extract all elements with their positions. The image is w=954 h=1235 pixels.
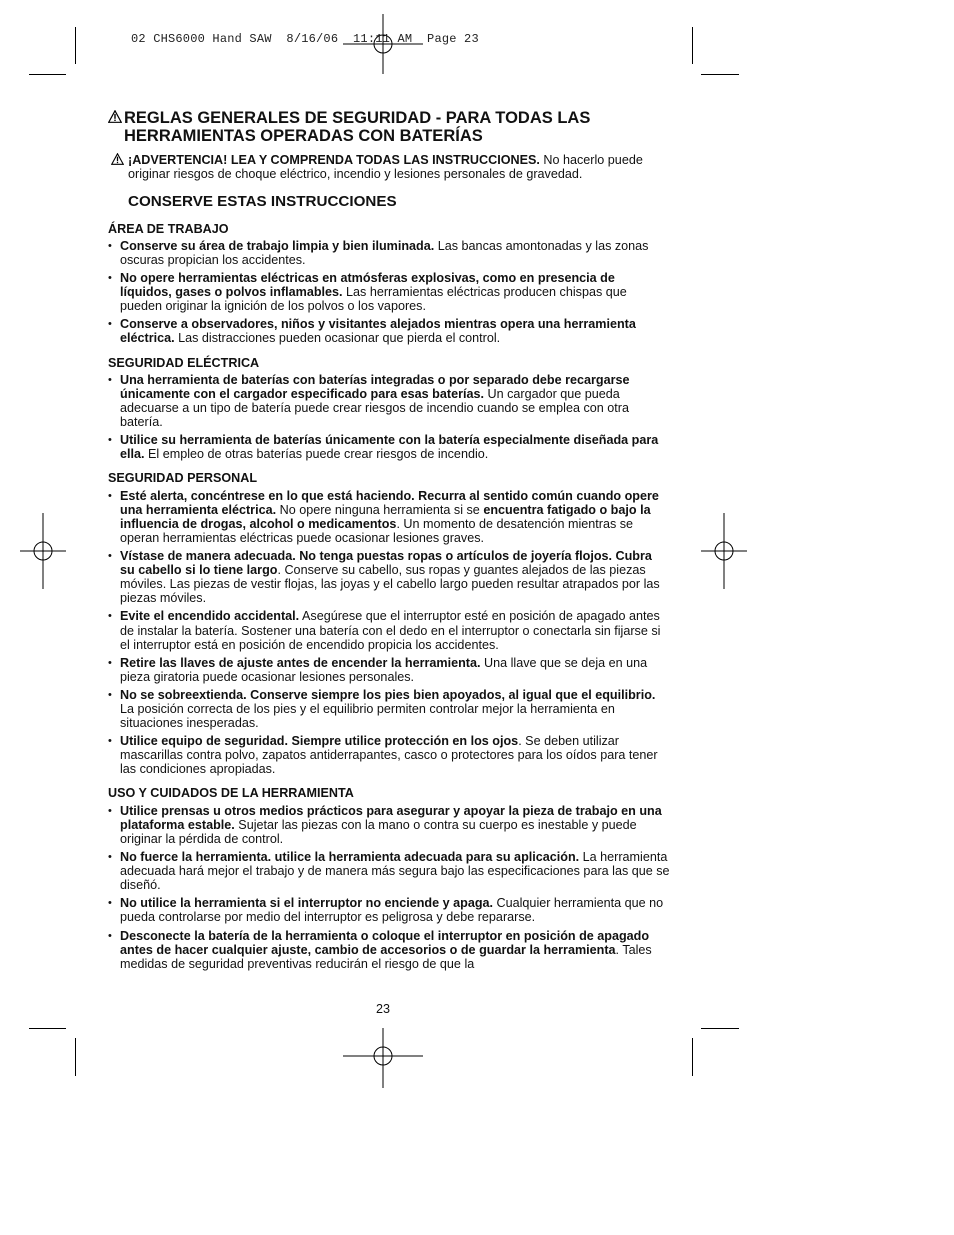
bullet: • <box>108 489 112 502</box>
item-bold: encuentra fatigado o bajo la influencia de drogas, alcohol o medicamentos <box>120 502 651 531</box>
warning-text: No hacerlo puede originar riesgos de choque eléctrico, incendio y lesiones personales de gravedad. <box>128 153 643 182</box>
item-text: Las herramientas eléctricas producen chispas que pueden originar la ignición de los polvos o los vapores. <box>120 285 627 314</box>
crop-mark-br-h <box>701 1028 739 1029</box>
list-item <box>108 373 670 429</box>
item-bold: No opere herramientas eléctricas en atmósferas explosivas, como en presencia de líquidos, gases o polvos inflamables. <box>120 271 615 300</box>
list-item <box>108 489 670 545</box>
bullet: • <box>108 550 112 563</box>
item-text: Asegúrese que el interruptor esté en posición de apagado antes de instalar la batería. Sostener una batería con el dedo en el interruptor o conectarla sin fijarse si el interruptor está en posición de encendido propicia los accidentes. <box>120 609 661 652</box>
bullet: • <box>108 929 112 942</box>
crop-mark-tl-v <box>75 27 76 64</box>
bullet: • <box>108 851 112 864</box>
item-bold: No fuerce la herramienta. utilice la herramienta adecuada para su aplicación. <box>120 850 580 865</box>
page-number: 23 <box>376 1002 391 1016</box>
personal-list <box>108 489 670 777</box>
section-title-tool-care: USO Y CUIDADOS DE LA HERRAMIENTA <box>108 786 354 801</box>
item-bold: Vístase de manera adecuada. No tenga puestas ropas o artículos de joyería flojos. Cubra su cabello si lo tiene largo <box>120 549 652 578</box>
item-text: No opere ninguna herramienta si se <box>276 502 484 517</box>
bullet: • <box>108 434 112 447</box>
item-text: . Tales medidas de seguridad preventivas reducirán el riesgo de que la <box>120 942 652 971</box>
item-text: Un cargador que pueda adecuarse a un tipo de batería puede crear riesgos de incendio cuando se emplea con otra batería. <box>120 386 629 430</box>
bullet: • <box>108 239 112 252</box>
bullet: • <box>108 656 112 669</box>
item-bold: Evite el encendido accidental. <box>120 609 300 624</box>
tool-care-list <box>108 804 670 971</box>
item-text: La posición correcta de los pies y el equilibrio permiten controlar mejor la herramienta en situaciones inesperadas. <box>120 702 615 731</box>
bullet: • <box>108 318 112 331</box>
item-text: . Conserve su cabello, sus ropas y guantes alejados de las piezas móviles. Las piezas de vestir flojas, las joyas y el cabello largo pueden resultar atrapados por las piezas móviles. <box>120 563 660 606</box>
item-bold: Conserve a observadores, niños y visitantes alejados mientras opera una herramienta eléctrica. <box>120 317 636 346</box>
warning-triangle-icon <box>108 110 122 123</box>
bullet: • <box>108 272 112 285</box>
item-bold: Retire las llaves de ajuste antes de encender la herramienta. <box>120 655 481 670</box>
item-text: Una llave que se deja en una pieza giratoria puede ocasionar lesiones personales. <box>120 655 648 684</box>
list-item <box>108 850 670 892</box>
title-line-2: HERRAMIENTAS OPERADAS CON BATERÍAS <box>124 127 483 145</box>
item-text: . Se deben utilizar mascarillas contra polvo, zapatos antiderrapantes, casco o protectores para los oídos para tener las condiciones apropiadas. <box>120 734 658 777</box>
item-bold: No se sobreextienda. Conserve siempre los pies bien apoyados, al igual que el equilibrio. <box>120 687 656 702</box>
item-bold: Una herramienta de baterías con baterías integradas o por separado debe recargarse únicamente con el cargador especificado para esas baterías. <box>120 372 630 401</box>
list-item <box>108 609 670 651</box>
crop-mark-br-v <box>692 1038 693 1076</box>
list-item <box>108 271 670 313</box>
bullet: • <box>108 610 112 623</box>
warning-triangle-icon <box>111 153 124 165</box>
list-item <box>108 804 670 846</box>
bullet: • <box>108 804 112 817</box>
list-item <box>108 433 670 461</box>
list-item <box>108 656 670 684</box>
crop-mark-bl-v <box>75 1038 76 1076</box>
warning-bold: ¡ADVERTENCIA! LEA Y COMPRENDA TODAS LAS INSTRUCCIONES. <box>128 153 540 167</box>
item-bold: Desconecte la batería de la herramienta o coloque el interruptor en posición de apagado antes de hacer cualquier ajuste, cambio de accesorios o de guardar la herramienta <box>120 928 650 957</box>
work-area-list <box>108 239 670 346</box>
item-text: . Un momento de desatención mientras se operan herramientas eléctricas puede ocasionar lesiones graves. <box>120 516 634 545</box>
item-bold: Esté alerta, concéntrese en lo que está haciendo. Recurra al sentido común cuando opere una herramienta eléctrica. <box>120 488 659 517</box>
item-text: Cualquier herramienta que no pueda controlarse por medio del interruptor es peligrosa y debe repararse. <box>120 896 664 925</box>
page-title <box>108 109 670 145</box>
section-title-personal: SEGURIDAD PERSONAL <box>108 471 258 486</box>
crop-mark-tr-h <box>701 74 739 75</box>
crop-mark-bl-h <box>29 1028 66 1029</box>
list-item <box>108 896 670 924</box>
item-bold: No utilice la herramienta si el interruptor no enciende y apaga. <box>120 896 494 911</box>
registration-mark-bottom <box>343 1028 423 1088</box>
list-item <box>108 239 670 267</box>
item-bold: Utilice prensas u otros medios prácticos para asegurar y apoyar la pieza de trabajo en una plataforma estable. <box>120 803 662 832</box>
title-line-1: REGLAS GENERALES DE SEGURIDAD - PARA TODAS LAS <box>124 109 591 127</box>
section-title-work-area: ÁREA DE TRABAJO <box>108 221 229 236</box>
registration-mark-left <box>20 513 66 589</box>
list-item <box>108 929 670 971</box>
warning-paragraph <box>108 153 670 182</box>
item-bold: Utilice equipo de seguridad. Siempre utilice protección en los ojos <box>120 734 519 749</box>
item-bold: Utilice su herramienta de baterías únicamente con la batería especialmente diseñada para ella. <box>120 433 659 462</box>
keep-instructions-heading: CONSERVE ESTAS INSTRUCCIONES <box>128 192 397 210</box>
list-item <box>108 688 670 730</box>
item-text: Las distracciones pueden ocasionar que pierda el control. <box>174 331 501 346</box>
bullet: • <box>108 688 112 701</box>
item-text: El empleo de otras baterías puede crear riesgos de incendio. <box>144 447 489 462</box>
bullet: • <box>108 897 112 910</box>
print-slug: 02 CHS6000 Hand SAW 8/16/06 11:11 AM Page 23 <box>131 32 479 46</box>
item-text: Las bancas amontonadas y las zonas oscuras propician los accidentes. <box>120 238 649 267</box>
bullet: • <box>108 735 112 748</box>
item-bold: Conserve su área de trabajo limpia y bien iluminada. <box>120 238 435 253</box>
bullet: • <box>108 373 112 386</box>
section-title-electrical: SEGURIDAD ELÉCTRICA <box>108 355 260 370</box>
crop-mark-tl-h <box>29 74 66 75</box>
registration-mark-right <box>701 513 747 589</box>
list-item <box>108 549 670 605</box>
page-content <box>108 109 670 975</box>
list-item <box>108 734 670 776</box>
item-text: Sujetar las piezas con la mano o contra su cuerpo es inestable y puede originar la pérdida de control. <box>120 817 637 846</box>
list-item <box>108 317 670 345</box>
item-text: La herramienta adecuada hará mejor el trabajo y de manera más segura bajo las especificaciones para las que se diseñó. <box>120 850 670 893</box>
crop-mark-tr-v <box>692 27 693 64</box>
electrical-list <box>108 373 670 462</box>
